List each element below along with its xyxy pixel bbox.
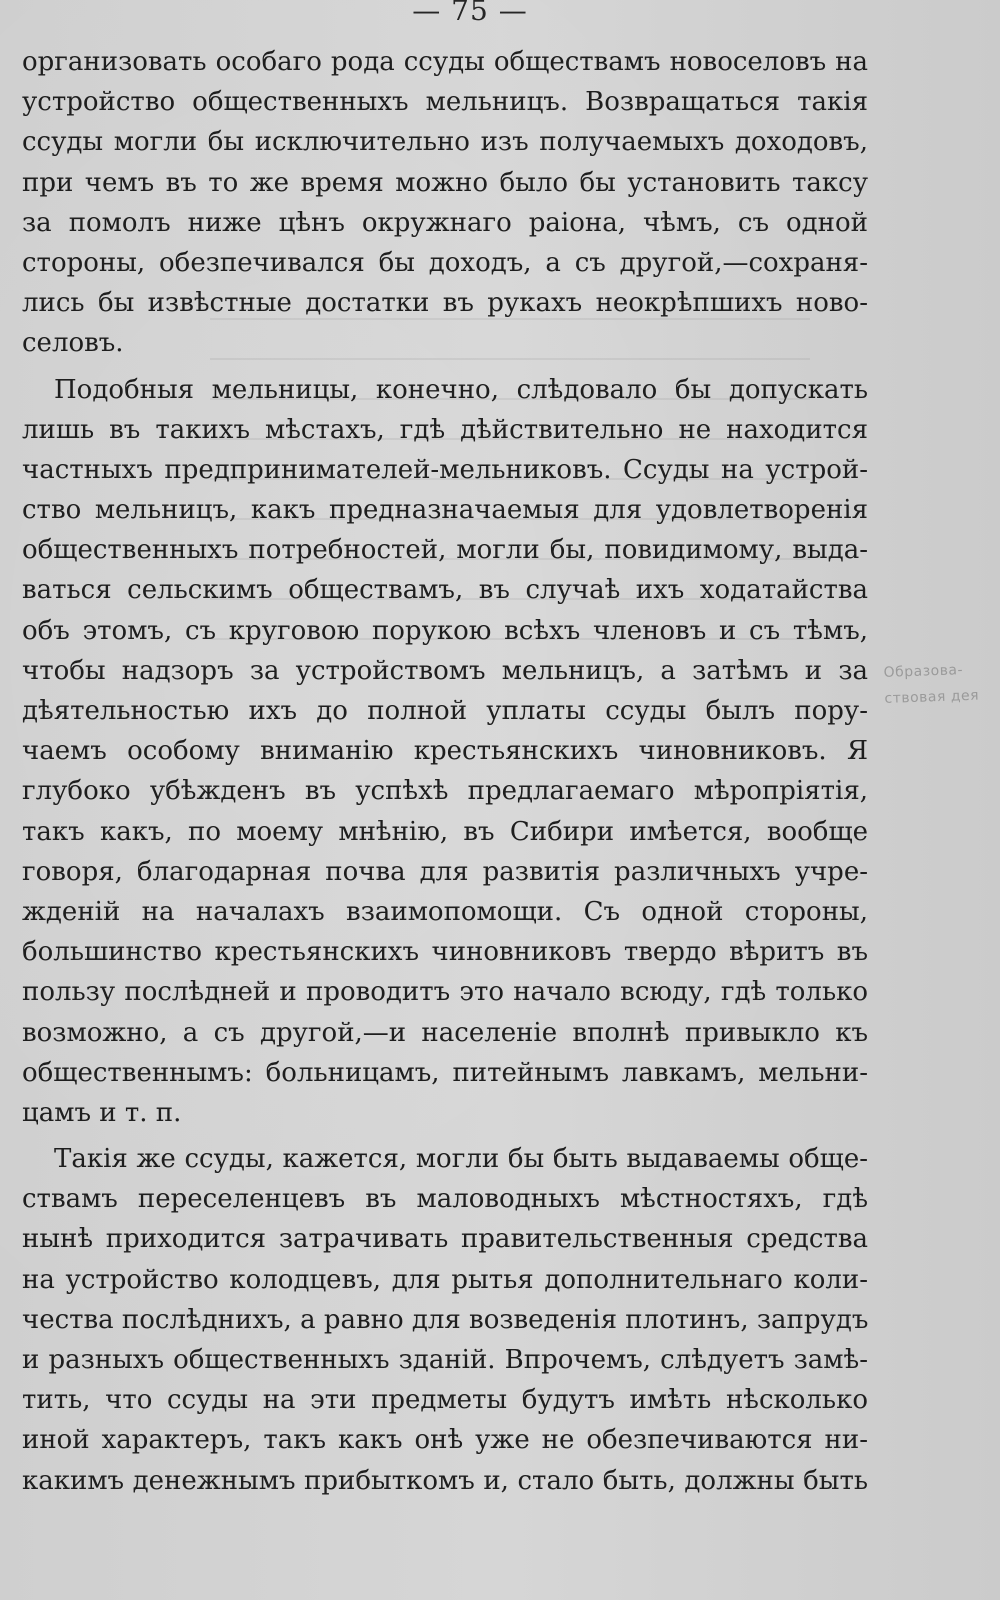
text-line: общественнымъ: больницамъ, питейнымъ лавкамъ, мельни- [22, 1057, 868, 1088]
paragraph-3 [22, 1139, 868, 1501]
text-line: Такія же ссуды, кажется, могли бы быть выдаваемы обще- [54, 1144, 868, 1175]
text-line: общественныхъ потребностей, могли бы, повидимому, выда- [22, 535, 868, 566]
text-line: чаемъ особому вниманію крестьянскихъ чиновниковъ. Я [22, 736, 868, 767]
text-line: чества послѣднихъ, а равно для возведенія плотинъ, запрудъ [22, 1304, 868, 1335]
text-line: говоря, благодарная почва для развитія различныхъ учре- [22, 856, 868, 887]
text-line: устройство общественныхъ мельницъ. Возвращаться такія [22, 87, 868, 118]
text-line: стороны, обезпечивался бы доходъ, а съ другой,—сохраня- [22, 247, 868, 278]
text-line: цамъ и т. п. [22, 1097, 182, 1128]
page-number: — 75 — [412, 0, 528, 27]
text-line: Подобныя мельницы, конечно, слѣдовало бы допускать [54, 374, 868, 405]
margin-note-line: Образова- [883, 662, 964, 681]
body-text [22, 42, 868, 1501]
text-line: нынѣ приходится затрачивать правительственныя средства [22, 1224, 868, 1255]
text-line: лись бы извѣстные достатки въ рукахъ неокрѣпшихъ ново- [22, 288, 868, 319]
text-line: при чемъ въ то же время можно было бы установить таксу [22, 167, 868, 198]
text-line: организовать особаго рода ссуды обществамъ новоселовъ на [22, 47, 868, 77]
text-line: такъ какъ, по моему мнѣнію, въ Сибири имѣется, вообще [22, 816, 868, 847]
margin-note-line: ствовая дея [884, 687, 980, 707]
text-line: на устройство колодцевъ, для рытья дополнительнаго коли- [22, 1264, 868, 1295]
text-line: чтобы надзоръ за устройствомъ мельницъ, а затѣмъ и за [22, 655, 868, 686]
paragraph-1 [22, 42, 868, 364]
text-line: какимъ денежнымъ прибыткомъ и, стало быть, должны быть [22, 1465, 868, 1496]
text-line: ство мельницъ, какъ предназначаемыя для удовлетворенія [22, 495, 868, 526]
text-line: селовъ. [22, 328, 124, 359]
text-line: объ этомъ, съ круговою порукою всѣхъ членовъ и съ тѣмъ, [22, 615, 868, 646]
text-line: ваться сельскимъ обществамъ, въ случаѣ ихъ ходатайства [22, 575, 868, 606]
text-line: за помолъ ниже цѣнъ окружнаго раіона, чѣмъ, съ одной [22, 207, 868, 238]
text-line: частныхъ предпринимателей-мельниковъ. Ссуды на устрой- [22, 454, 868, 485]
text-line: пользу послѣдней и проводитъ это начало всюду, гдѣ только [22, 977, 868, 1008]
text-line: жденій на началахъ взаимопомощи. Съ одной стороны, [22, 896, 868, 927]
paragraph-2 [22, 370, 868, 1134]
text-line: лишь въ такихъ мѣстахъ, гдѣ дѣйствительно не находится [22, 414, 868, 445]
text-line: ссуды могли бы исключительно изъ получаемыхъ доходовъ, [22, 127, 868, 158]
text-line: дѣятельностью ихъ до полной уплаты ссуды былъ пору- [22, 696, 868, 726]
margin-note [883, 656, 995, 712]
text-line: и разныхъ общественныхъ зданій. Впрочемъ, слѣдуетъ замѣ- [22, 1345, 868, 1375]
text-line: возможно, а съ другой,—и населеніе вполнѣ привыкло къ [22, 1017, 868, 1048]
text-line: ствамъ переселенцевъ въ маловодныхъ мѣстностяхъ, гдѣ [22, 1184, 868, 1215]
text-line: большинство крестьянскихъ чиновниковъ твердо вѣритъ въ [22, 937, 868, 968]
text-line: глубоко убѣжденъ въ успѣхѣ предлагаемаго мѣропріятія, [22, 776, 868, 807]
text-line: иной характеръ, такъ какъ онѣ уже не обезпечиваются ни- [22, 1425, 868, 1456]
text-line: тить, что ссуды на эти предметы будутъ имѣть нѣсколько [22, 1385, 868, 1416]
